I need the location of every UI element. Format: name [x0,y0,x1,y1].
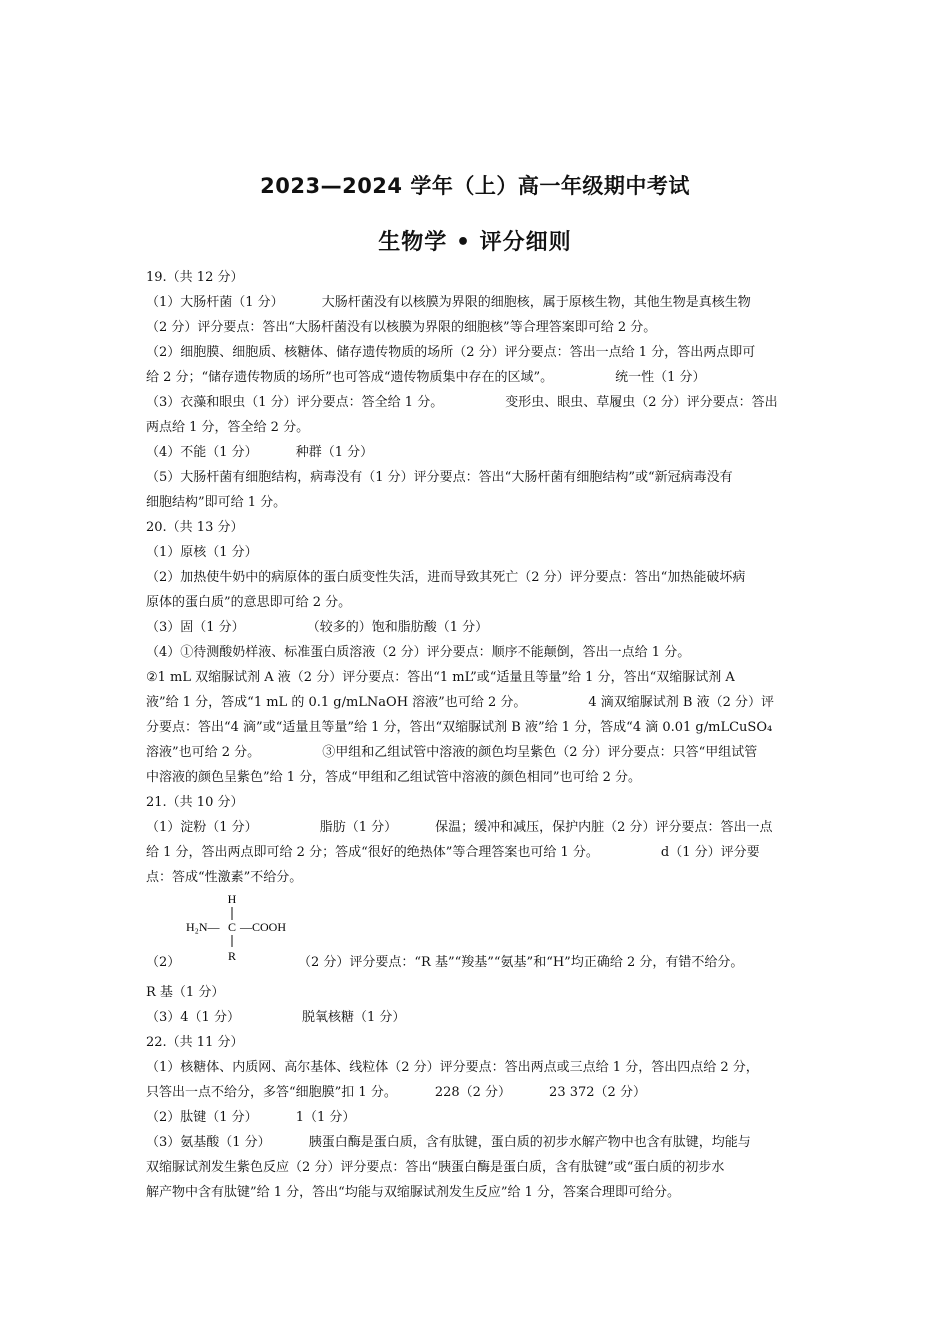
q19-text: 种群（1 分） [295,445,374,460]
q21-heading: 21.（共 10 分） [146,795,244,810]
q21-text: 脂肪（1 分） [319,820,398,835]
q19-text: （4）不能（1 分） [146,445,258,460]
q22-line: （1）核糖体、内质网、高尔基体、线粒体（2 分）评分要点：答出两点或三点给 1 分，答出四点给 2 分， [146,1060,759,1075]
q19-line: （2 分）评分要点：答出“大肠杆菌没有以核膜为界限的细胞核”等合理答案即可给 2 分。 [146,320,657,335]
q20-text: 4 滴双缩脲试剂 B 液（2 分）评 [588,695,774,710]
q22-text: （2）肽键（1 分） [146,1110,258,1125]
q20-heading: 20.（共 13 分） [146,520,244,535]
formula-h-top: H [227,892,237,906]
q22-text: 228（2 分） [434,1085,512,1100]
exam-title: 2023—2024 学年（上）高一年级期中考试 [260,174,690,198]
q22-line [146,1105,808,1130]
q20-line: （2）加热使牛奶中的病原体的蛋白质变性失活，进而导致其死亡（2 分）评分要点：答出“加热能破坏病 [146,570,746,585]
q20-line: ②1 mL 双缩脲试剂 A 液（2 分）评分要点：答出“1 mL”或“适量且等量”给 1 分，答出“双缩脲试剂 A [146,670,735,685]
q21-line [146,815,808,840]
q21-line: 点：答成“性激素”不给分。 [146,870,303,885]
q21-text: 保温；缓冲和减压，保护内脏（2 分）评分要点：答出一点 [435,820,773,835]
formula-alpha-carbon: C [227,920,237,934]
exam-subtitle: 生物学 • 评分细则 [378,230,572,255]
q21-line: R 基（1 分） [146,985,225,1000]
q22-text: 1（1 分） [295,1110,356,1125]
q19-text: （1）大肠杆菌（1 分） [146,295,284,310]
q20-line: （1）原核（1 分） [146,545,258,560]
q22-text: 胰蛋白酶是蛋白质，含有肽键，蛋白质的初步水解产物中也含有肽键，均能与 [308,1135,751,1150]
q19-line: （2）细胞膜、细胞质、核糖体、储存遗传物质的场所（2 分）评分要点：答出一点给 1 分，答出两点即可 [146,345,756,360]
q22-line [146,1130,808,1155]
q21-text: （3）4（1 分） [146,1010,240,1025]
formula-carboxyl-group: —COOH [240,920,287,934]
q19-line [146,290,808,315]
q21-text: d（1 分）评分要 [660,845,760,860]
q22-line: 解产物中含有肽键”给 1 分，答出“均能与双缩脲试剂发生反应”给 1 分，答案合理即可给分。 [146,1185,681,1200]
q20-text: 液”给 1 分，答成“1 mL 的 0.1 g/mLNaOH 溶液”也可给 2 分。 [146,695,527,710]
q20-text: （较多的）饱和脂肪酸（1 分） [306,620,489,635]
q21-line [146,1005,808,1030]
q20-line: （4）①待测酸奶样液、标准蛋白质溶液（2 分）评分要点：顺序不能颠倒，答出一点给 1 分。 [146,645,691,660]
scoring-rules-body [146,265,808,1205]
q20-line: 原体的蛋白质”的意思即可给 2 分。 [146,595,352,610]
q22-text: （3）氨基酸（1 分） [146,1135,271,1150]
q20-text: 溶液”也可给 2 分。 [146,745,261,760]
q21-line [146,840,808,865]
q22-line [146,1080,808,1105]
q19-line [146,440,808,465]
q19-line [146,365,808,390]
q22-line: 双缩脲试剂发生紫色反应（2 分）评分要点：答出“胰蛋白酶是蛋白质，含有肽键”或“蛋白质的初步水 [146,1160,725,1175]
q19-line [146,390,808,415]
q20-text: ③甲组和乙组试管中溶液的颜色均呈紫色（2 分）评分要点：只答“甲组试管 [322,745,758,760]
q21-text: 给 1 分，答出两点即可给 2 分；答成“很好的绝热体”等合理答案也可给 1 分。 [146,845,599,860]
q21-text: （2 分）评分要点：“R 基”“羧基”“氨基”和“H”均正确给 2 分，有错不给分。 [298,955,744,970]
q22-text: 只答出一点不给分，多答“细胞膜”扣 1 分。 [146,1085,397,1100]
q21-text: （1）淀粉（1 分） [146,820,258,835]
q20-text: （3）固（1 分） [146,620,245,635]
q20-line [146,615,808,640]
q19-text: 大肠杆菌没有以核膜为界限的细胞核，属于原核生物，其他生物是真核生物 [321,295,751,310]
q19-text: 变形虫、眼虫、草履虫（2 分）评分要点：答出 [505,395,778,410]
q19-text: 给 2 分；“储存遗传物质的场所”也可答成“遗传物质集中存在的区域”。 [146,370,554,385]
formula-amino-group: H₂N— [186,920,220,934]
q19-heading: 19.（共 12 分） [146,270,244,285]
q19-text: 统一性（1 分） [615,370,706,385]
q20-line [146,690,808,715]
formula-label: （2） [146,955,181,970]
amino-acid-structural-formula [182,890,312,970]
q19-line: （5）大肠杆菌有细胞结构，病毒没有（1 分）评分要点：答出“大肠杆菌有细胞结构”或“新冠病毒没有 [146,470,733,485]
q19-line: 两点给 1 分，答全给 2 分。 [146,420,310,435]
amino-acid-formula-row [146,890,808,980]
q19-line: 细胞结构”即可给 1 分。 [146,495,287,510]
q22-text: 23 372（2 分） [549,1085,646,1100]
q20-line: 分要点：答出“4 滴”或“适量且等量”给 1 分，答出“双缩脲试剂 B 液”给 1 分，答成“4 滴 0.01 g/mLCuSO₄ [146,720,773,735]
q19-text: （3）衣藻和眼虫（1 分）评分要点：答全给 1 分。 [146,395,444,410]
q20-line: 中溶液的颜色呈紫色”给 1 分，答成“甲组和乙组试管中溶液的颜色相同”也可给 2 分。 [146,770,642,785]
q21-text: 脱氧核糖（1 分） [301,1010,406,1025]
formula-r-group: R [227,949,237,963]
q22-heading: 22.（共 11 分） [146,1035,244,1050]
q20-line [146,740,808,765]
